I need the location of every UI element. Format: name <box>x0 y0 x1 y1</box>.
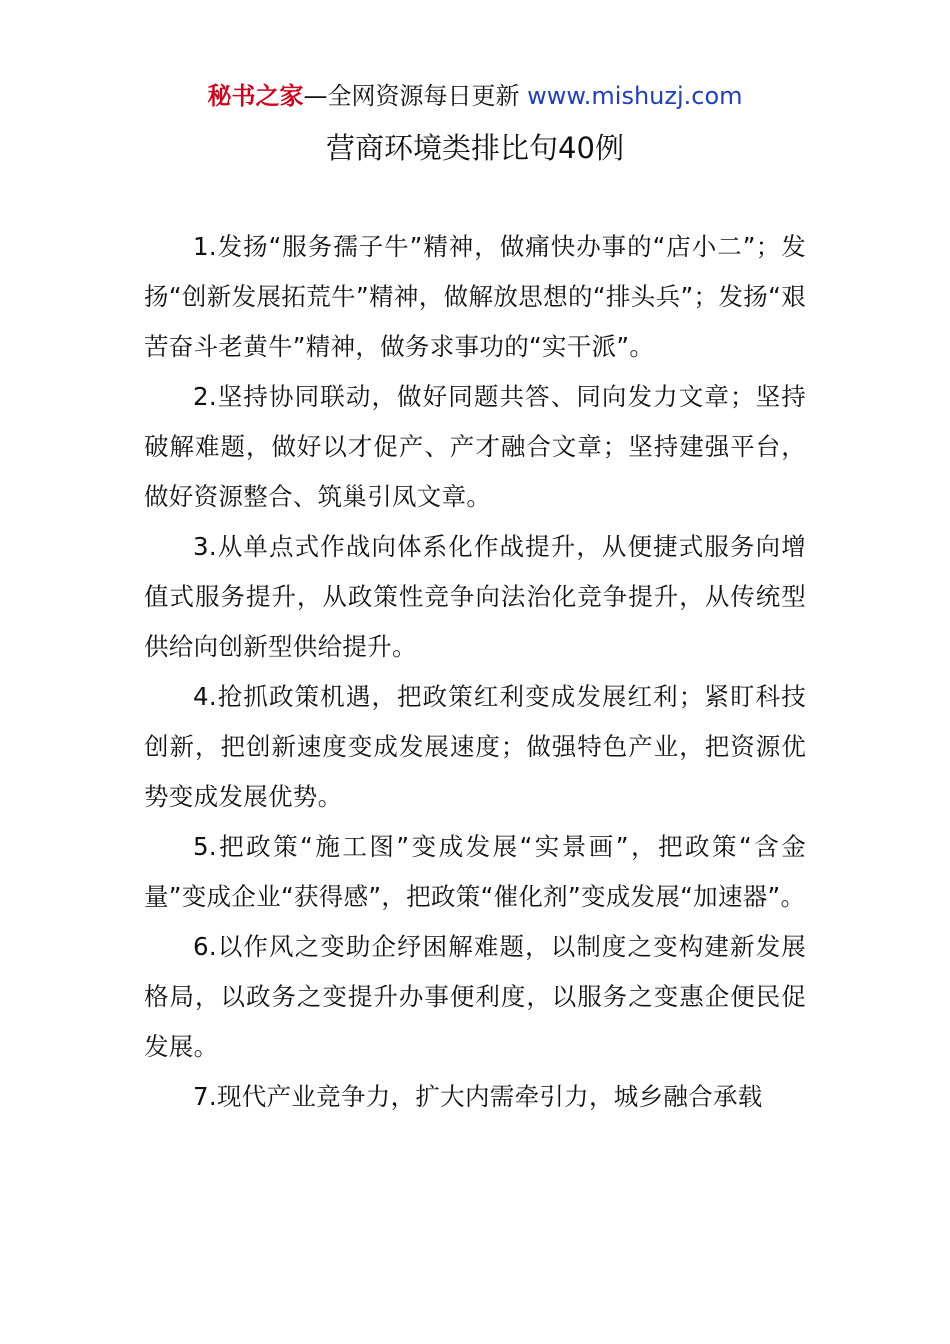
document-title: 营商环境类排比句40例 <box>326 131 624 165</box>
site-tagline: —全网资源每日更新 <box>303 82 520 110</box>
paragraph-1: 1.发扬“服务孺子牛”精神，做痛快办事的“店小二”；发扬“创新发展拓荒牛”精神，做解放思想的“排头兵”；发扬“艰苦奋斗老黄牛”精神，做务求事功的“实干派”。 <box>144 232 806 361</box>
document-body <box>144 222 806 1122</box>
paragraph-2: 2.坚持协同联动，做好同题共答、同向发力文章；坚持破解难题，做好以才促产、产才融合文章；坚持建强平台，做好资源整合、筑巢引凤文章。 <box>144 382 806 511</box>
paragraph-6: 6.以作风之变助企纾困解难题，以制度之变构建新发展格局，以政务之变提升办事便利度，以服务之变惠企便民促发展。 <box>144 932 806 1061</box>
paragraph-3: 3.从单点式作战向体系化作战提升，从便捷式服务向增值式服务提升，从政策性竞争向法治化竞争提升，从传统型供给向创新型供给提升。 <box>144 532 806 661</box>
paragraph-5: 5.把政策“施工图”变成发展“实景画”，把政策“含金量”变成企业“获得感”，把政策“催化剂”变成发展“加速器”。 <box>144 832 806 911</box>
paragraph-7: 7.现代产业竞争力，扩大内需牵引力，城乡融合承载 <box>193 1082 763 1111</box>
site-url-link[interactable]: www.mishuzj.com <box>527 82 743 110</box>
site-brand: 秘书之家 <box>207 82 304 110</box>
site-header <box>0 78 950 114</box>
paragraph-4: 4.抢抓政策机遇，把政策红利变成发展红利；紧盯科技创新，把创新速度变成发展速度；做强特色产业，把资源优势变成发展优势。 <box>144 682 806 811</box>
